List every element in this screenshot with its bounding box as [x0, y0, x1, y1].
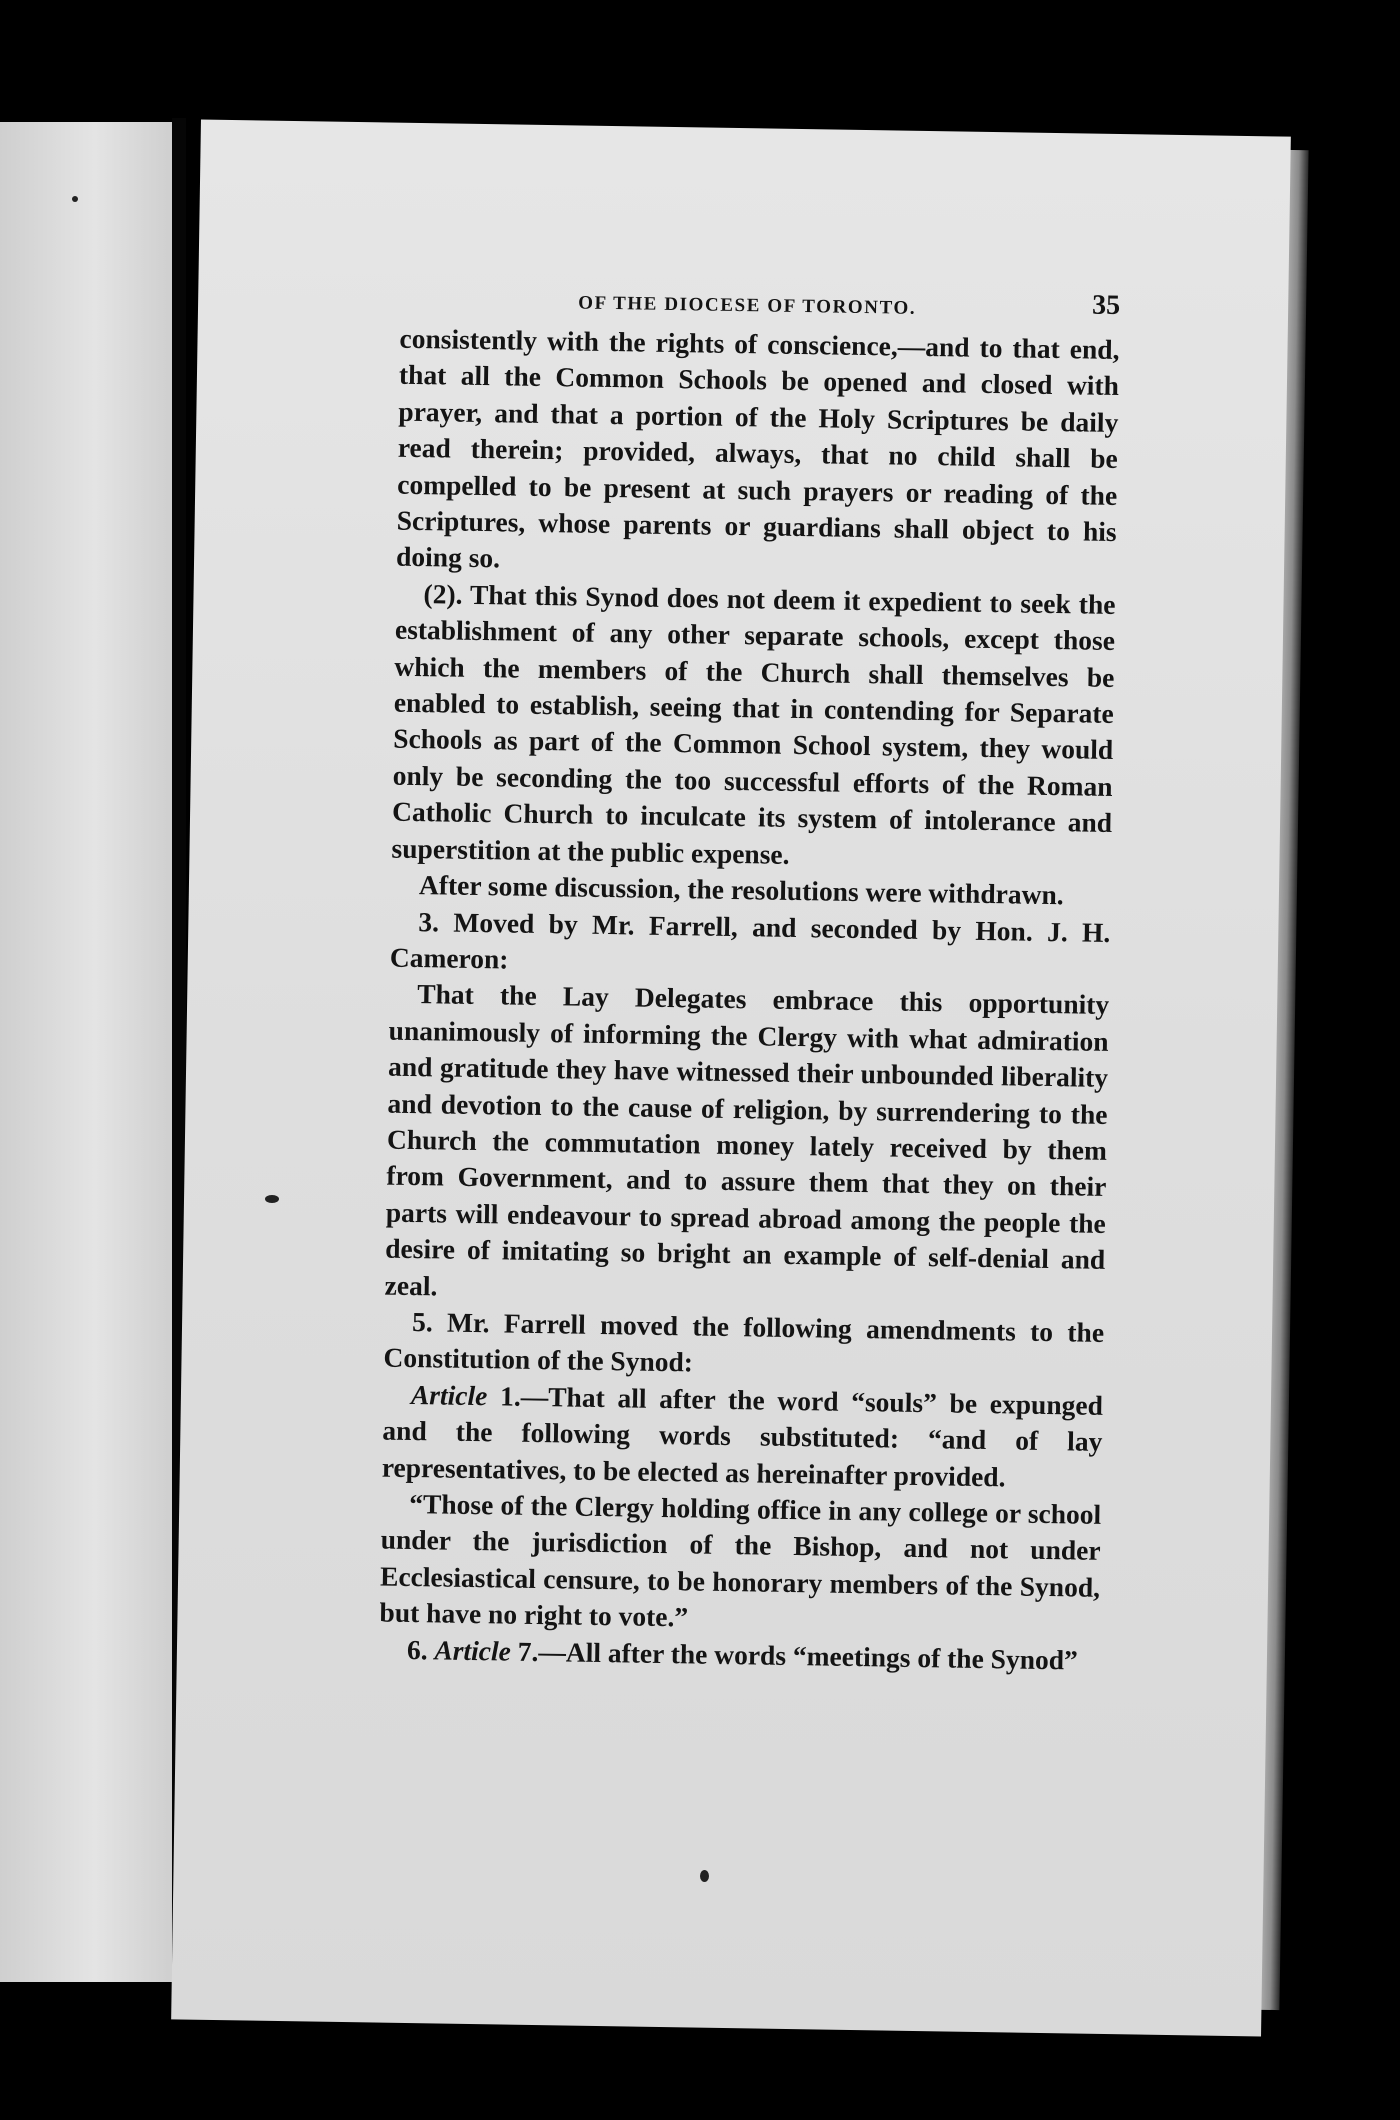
- article-label: Article: [434, 1634, 512, 1667]
- paragraph-article-1: [382, 1376, 1104, 1497]
- article-7-prefix: 6.: [406, 1633, 435, 1666]
- paragraph-resolution-2: (2). That this Synod does not deem it expedient to seek the establishment of any other separate schools, except those which the members of the Church shall themselves be enabled to establish, seeing that in contending for Separate Schools as part of the Common School system, they would only be seconding the too successful efforts of the Roman Catholic Church to inculcate its system of intolerance and superstition at the public expense.: [391, 577, 1116, 870]
- right-page: [171, 120, 1291, 2037]
- article-7-text: 7.—All after the words “meetings of the Synod”: [510, 1635, 1079, 1676]
- scan-speck: [72, 196, 78, 202]
- article-1-text: 1.—That all after the word “souls” be expunged and the following words substituted: “and of lay representatives, to be elected as hereinafter provided.: [381, 1379, 1104, 1492]
- left-page-margin: [0, 122, 172, 1982]
- paragraph-motion-3: 3. Moved by Mr. Farrell, and seconded by Hon. J. H. Cameron:: [389, 905, 1111, 975]
- page-text-block: [379, 273, 1121, 1679]
- paragraph-clergy-honorary: “Those of the Clergy holding office in any college or school under the jurisdiction of the Bishop, and not under Ecclesiastical censure, to be honorary members of the Synod, but have no right to vote.”: [379, 1488, 1102, 1633]
- paragraph-continuation: consistently with the rights of conscience,—and to that end, that all the Common Schools be opened and closed with prayer, and that a portion of the Holy Scriptures be daily read therein; provided, always, that no child shall be compelled to be present at such prayers or reading of the Scriptures, whose parents or guardians shall object to his doing so.: [395, 322, 1120, 574]
- page-number: 35: [1091, 289, 1121, 322]
- running-title: OF THE DIOCESE OF TORONTO.: [577, 292, 917, 319]
- article-label: Article: [410, 1378, 488, 1411]
- paragraph-motion-5: 5. Mr. Farrell moved the following amendments to the Constitution of the Synod:: [383, 1305, 1105, 1378]
- paragraph-lay-delegates: That the Lay Delegates embrace this opportunity unanimously of informing the Clergy with what admiration and gratitude they have witnessed their unbounded liberality and devotion to the cause of religion, by surrendering to the Church the commutation money lately received by them from Government, and to assure them that they on their parts will endeavour to spread abroad among the people the desire of imitating so bright an example of self-denial and zeal.: [384, 978, 1110, 1301]
- paragraph-discussion: After some discussion, the resolutions were withdrawn.: [418, 869, 1064, 911]
- scan-speck: [700, 1870, 709, 1882]
- scan-speck: [265, 1195, 279, 1203]
